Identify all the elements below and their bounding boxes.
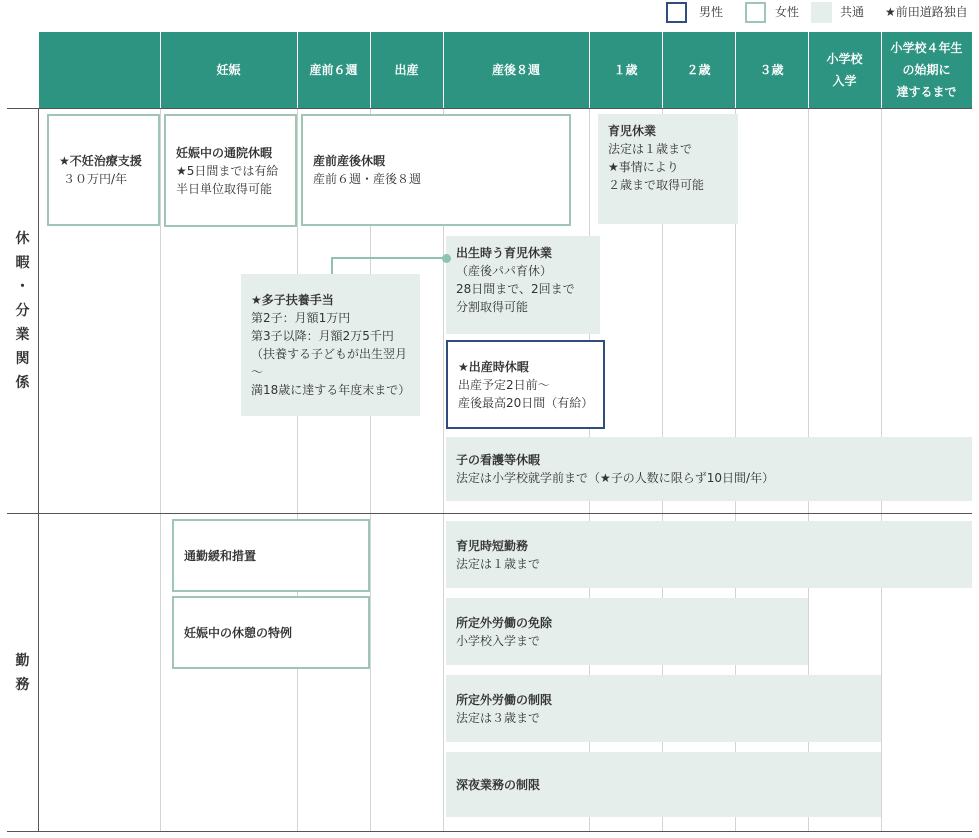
header-age-3: ３歳 (759, 63, 784, 77)
grid-line (38, 108, 39, 832)
row-divider (7, 513, 972, 514)
grid-line (160, 108, 161, 832)
maternity-leave-box: 産前産後休暇 産前６週・産後８週 (301, 114, 571, 226)
pregnancy-rest-box: 妊娠中の休憩の特例 (172, 596, 370, 669)
row-label-leave: 休 暇 ・ 分 業 関 係 (15, 231, 30, 391)
header-pregnancy: 妊娠 (216, 63, 241, 77)
header-elementary-entry: 小学校 入学 (826, 52, 863, 88)
legend-female-label: 女性 (775, 5, 800, 19)
legend-female-swatch (745, 2, 766, 23)
multi-child-allowance-box: ★多子扶養手当 第2子：月額1万円 第3子以降：月額2万5千円 （扶養する子どもが出生翌月 〜 満18歳に達する年度末まで） (241, 274, 420, 416)
legend-common-swatch (811, 2, 832, 23)
row-divider (7, 831, 972, 832)
row-label-work: 勤 務 (15, 652, 30, 693)
connector-dot (442, 254, 451, 263)
grid-line (297, 108, 298, 832)
night-work-limit-box: 深夜業務の制限 (446, 752, 881, 817)
connector-line (331, 257, 446, 259)
childcare-leave-box: 育児休業 法定は１歳まで ★事情により ２歳まで取得可能 (598, 114, 738, 224)
legend-own-label: ★前田道路独自 (885, 5, 968, 19)
legend-male-label: 男性 (699, 5, 724, 19)
header-prenatal-6w: 産前６週 (309, 63, 358, 77)
header-postnatal-8w: 産後８週 (491, 63, 540, 77)
header-grade-4: 小学校４年生 の始期に 達するまで (890, 41, 963, 99)
short-hours-box: 育児時短勤務 法定は１歳まで (446, 521, 972, 588)
legend-male-swatch (666, 2, 687, 23)
header-birth: 出産 (394, 63, 419, 77)
row-divider (7, 108, 972, 109)
connector-line (331, 257, 333, 274)
header-age-2: ２歳 (686, 63, 711, 77)
birth-leave-box: ★出産時休暇 出産予定2日前〜 産後最高20日間（有給） (446, 340, 605, 429)
legend-common-label: 共通 (840, 5, 865, 19)
header-age-1: １歳 (613, 63, 638, 77)
nursing-leave-box: 子の看護等休暇 法定は小学校就学前まで（★子の人数に限らず10日間/年） (446, 437, 972, 501)
papa-leave-box: 出生時う育児休業 （産後パパ育休） 28日間まで、2回まで 分割取得可能 (446, 236, 600, 334)
fertility-support-box: ★不妊治療支援 ３０万円/年 (47, 114, 160, 226)
hospital-leave-box: 妊娠中の通院休暇 ★5日間までは有給 半日単位取得可能 (164, 114, 297, 227)
overtime-limit-box: 所定外労働の制限 法定は３歳まで (446, 675, 881, 742)
overtime-exemption-box: 所定外労働の免除 小学校入学まで (446, 598, 808, 665)
commute-relief-box: 通勤緩和措置 (172, 519, 370, 592)
